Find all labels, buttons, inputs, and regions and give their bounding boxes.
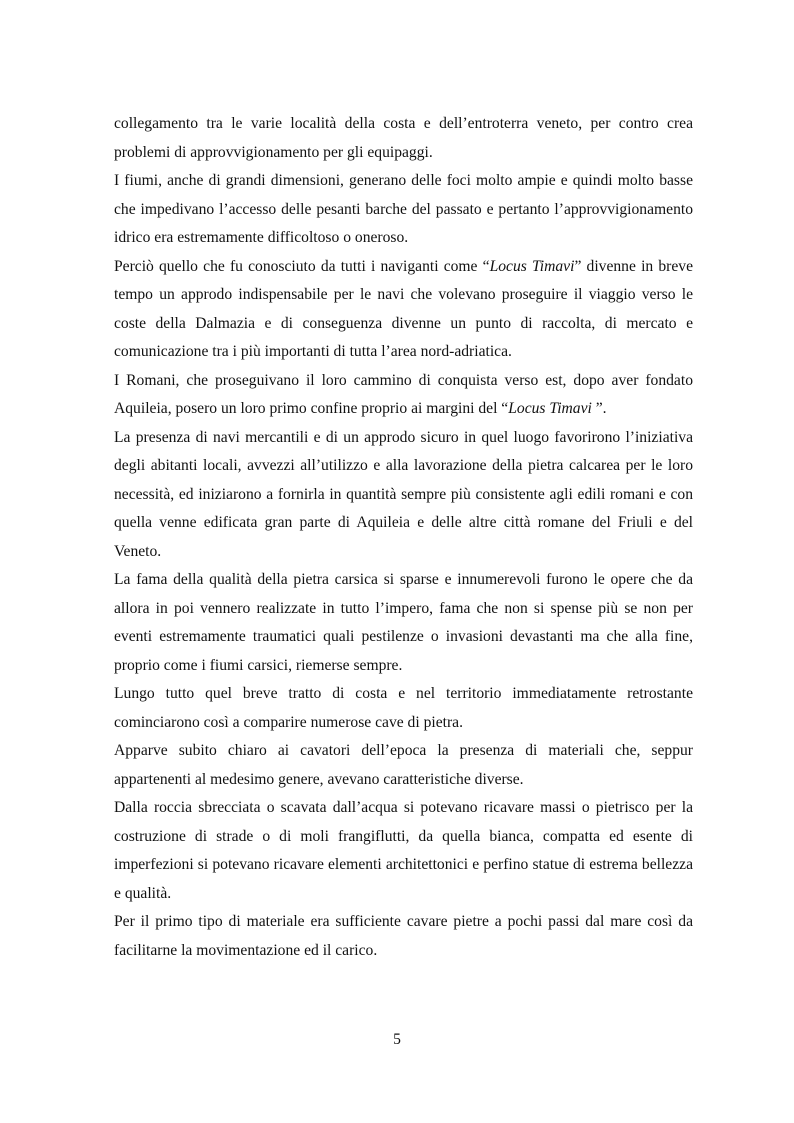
body-text [114, 110, 693, 965]
paragraph-4-text-a: I Romani, che proseguivano il loro cammino di conquista verso est, dopo aver fondato Aquileia, posero un loro primo confine proprio ai margini del “ [114, 371, 693, 417]
paragraph-4-italic-term: Locus Timavi [508, 400, 592, 417]
page-number: 5 [393, 1031, 401, 1048]
paragraph-4 [114, 367, 693, 424]
paragraph-3-italic-term: Locus Timavi [489, 257, 575, 275]
paragraph-3 [114, 253, 693, 367]
paragraph-6-text: La fama della qualità della pietra carsica si sparse e innumerevoli furono le opere che da allora in poi vennero realizzate in tutto l’impero, fama che non si spense più se non per eventi estremamente traumatici quali pestilenze o invasioni devastanti ma che alla fine, proprio come i fiumi carsici, riemerse sempre. [114, 571, 693, 674]
paragraph-7-text: Lungo tutto quel breve tratto di costa e nel territorio immediatamente retrostante cominciarono così a comparire numerose cave di pietra. [114, 685, 693, 731]
paragraph-2-text: I fiumi, anche di grandi dimensioni, generano delle foci molto ampie e quindi molto basse che impedivano l’accesso delle pesanti barche del passato e pertanto l’approvvigionamento idrico era estremamente difficoltoso o oneroso. [114, 172, 693, 246]
paragraph-1-text: collegamento tra le varie località della costa e dell’entroterra veneto, per contro crea problemi di approvvigionamento per gli equipaggi. [114, 115, 693, 161]
paragraph-9-text: Dalla roccia sbrecciata o scavata dall’acqua si potevano ricavare massi o pietrisco per la costruzione di strade o di moli frangiflutti, da quella bianca, compatta ed esente di imperfezioni si potevano ricavare elementi architettonici e perfino statue di estrema bellezza e qualità. [114, 799, 693, 902]
paragraph-3-text-b: ” divenne in breve tempo un approdo indispensabile per le navi che volevano proseguire il viaggio verso le coste della Dalmazia e di conseguenza divenne un punto di raccolta, di mercato e comunicazione tra i più importanti di tutta l’area nord-adriatica. [114, 257, 693, 360]
paragraph-9 [114, 794, 693, 908]
paragraph-6 [114, 566, 693, 680]
paragraph-8-text: Apparve subito chiaro ai cavatori dell’epoca la presenza di materiali che, seppur appartenenti al medesimo genere, avevano caratteristiche diverse. [114, 742, 693, 788]
paragraph-8 [114, 737, 693, 794]
paragraph-10 [114, 908, 693, 965]
paragraph-7 [114, 680, 693, 737]
paragraph-3-text-a: Perciò quello che fu conosciuto da tutti i naviganti come “ [114, 257, 490, 275]
paragraph-1 [114, 110, 693, 167]
paragraph-10-text: Per il primo tipo di materiale era sufficiente cavare pietre a pochi passi dal mare così da facilitarne la movimentazione ed il carico. [114, 913, 693, 959]
paragraph-5-text: La presenza di navi mercantili e di un approdo sicuro in quel luogo favorirono l’iniziativa degli abitanti locali, avvezzi all’utilizzo e alla lavorazione della pietra calcarea per le loro necessità, ed iniziarono a fornirla in quantità sempre più consistente agli edili romani e con quella venne edificata gran parte di Aquileia e delle altre città romane del Friuli e del Veneto. [114, 428, 693, 560]
paragraph-2 [114, 167, 693, 253]
paragraph-4-text-b: ”. [591, 400, 607, 417]
paragraph-5 [114, 424, 693, 567]
